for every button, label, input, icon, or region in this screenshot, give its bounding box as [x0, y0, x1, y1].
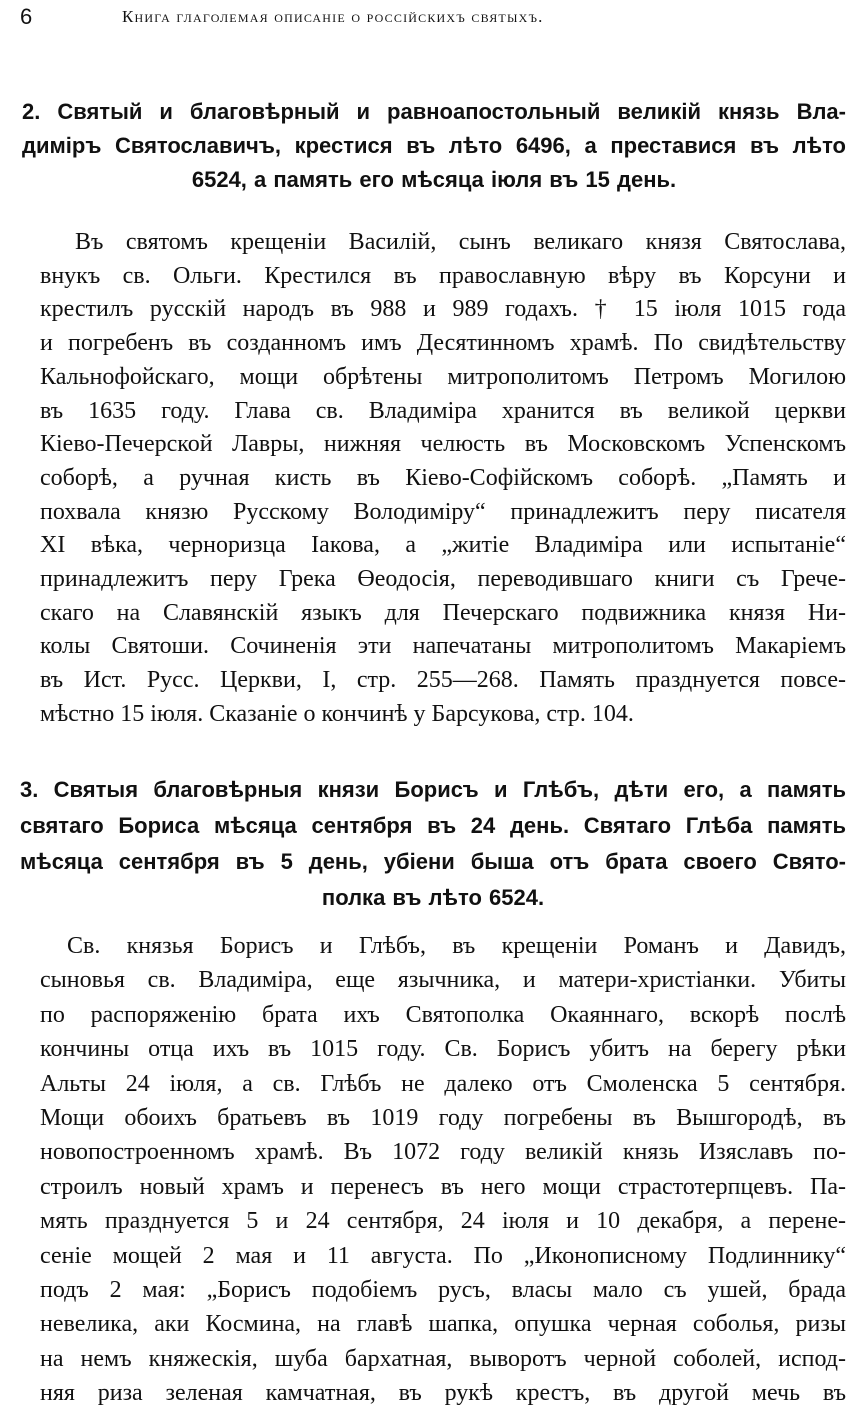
text-line: няя риза зеленая камчатная, въ рукѣ крестъ, въ другой мечь въ	[40, 1380, 846, 1407]
text-line: Кіево-Печерской Лавры, нижняя челюсть въ Московскомъ Успенскомъ	[40, 431, 846, 458]
text-line: принадлежитъ перу Грека Өеодосія, переводившаго книги съ Грече-	[40, 566, 846, 593]
text-line: Альты 24 іюля, а св. Глѣбъ не далеко отъ Смоленска 5 сентября.	[40, 1070, 846, 1097]
text-line: мѣстно 15 іюля. Сказаніе о кончинѣ у Барсукова, стр. 104.	[40, 700, 634, 727]
text-line: Кальнофойскаго, мощи обрѣтены митрополитомъ Петромъ Могилою	[40, 363, 846, 390]
text-line: сыновья св. Владиміра, еще язычника, и матери-христіанки. Убиты	[40, 967, 846, 994]
heading-line: святаго Бориса мѣсяца сентября въ 24 день. Святаго Глѣба память	[20, 813, 846, 838]
section-3-paragraph	[40, 929, 846, 1411]
text-line: соборѣ, а ручная кисть въ Кіево-Софійскомъ соборѣ. „Память и	[40, 464, 846, 491]
text-line: Мощи обоихъ братьевъ въ 1019 году погребены въ Вышгородѣ, въ	[40, 1105, 846, 1132]
text-line: мять празднуется 5 и 24 сентября, 24 іюля и 10 декабря, а перене-	[40, 1208, 846, 1235]
text-line: сеніе мощей 2 мая и 11 августа. По „Иконописному Подлиннику“	[40, 1242, 846, 1269]
text-line: крестилъ русскій народъ въ 988 и 989 годахъ. † 15 іюля 1015 года	[40, 296, 846, 323]
text-line: по распоряженію брата ихъ Святополка Окаяннаго, вскорѣ послѣ	[40, 1001, 846, 1028]
section-2-paragraph	[40, 226, 846, 732]
text-line: кончины отца ихъ въ 1015 году. Св. Борисъ убитъ на берегу рѣки	[40, 1036, 846, 1063]
text-line: строилъ новый храмъ и перенесъ въ него мощи страстотерпцевъ. Па-	[40, 1173, 846, 1200]
text-line: Въ святомъ крещеніи Василій, сынъ великаго князя Святослава,	[75, 229, 846, 255]
heading-line: 2. Святый и благовѣрный и равноапостольный великій князь Вла-	[22, 99, 846, 124]
text-line: подъ 2 мая: „Борисъ подобіемъ русъ, власы мало съ ушей, брада	[40, 1277, 846, 1304]
heading-line: 3. Святыя благовѣрныя князи Борисъ и Глѣбъ, дѣти его, а память	[20, 777, 846, 802]
text-line: Св. князья Борисъ и Глѣбъ, въ крещеніи Романъ и Давидъ,	[67, 933, 846, 959]
heading-line: полка въ лѣто 6524.	[321, 885, 545, 910]
section-3-heading	[20, 772, 846, 916]
text-line: скаго на Славянскій языкъ для Печерскаго подвижника князя Ни-	[40, 599, 846, 626]
text-line: невелика, аки Космина, на главѣ шапка, опушка черная соболья, ризы	[40, 1311, 846, 1338]
heading-line: диміръ Святославичъ, крестися въ лѣто 6496, а преставися въ лѣто	[22, 133, 846, 158]
running-title: Книга глаголемая описаніе о россійскихъ святыхъ.	[122, 7, 544, 26]
text-line: внукъ св. Ольги. Крестился въ православную вѣру въ Корсуни и	[40, 262, 846, 289]
text-line: колы Святоши. Сочиненія эти напечатаны митрополитомъ Макаріемъ	[40, 633, 846, 660]
section-2-heading	[22, 95, 846, 197]
heading-line: 6524, а память его мѣсяца іюля въ 15 день.	[191, 167, 677, 192]
heading-line: мѣсяца сентября въ 5 день, убіени быша отъ брата своего Свято-	[20, 849, 846, 874]
text-line: и погребенъ въ созданномъ имъ Десятинномъ храмѣ. По свидѣтельству	[40, 330, 846, 357]
text-line: XI вѣка, черноризца Іакова, а „житіе Владиміра или испытаніе“	[40, 532, 846, 559]
text-line: въ Ист. Русс. Церкви, I, стр. 255—268. Память празднуется повсе-	[40, 667, 846, 694]
text-line: похвала князю Русскому Володиміру“ принадлежитъ перу писателя	[40, 498, 846, 525]
text-line: новопостроенномъ храмѣ. Въ 1072 году великій князь Изяславъ по-	[40, 1139, 846, 1166]
text-line: на немъ княжескія, шуба бархатная, выворотъ черной соболей, испод-	[40, 1345, 846, 1372]
running-header	[20, 2, 840, 32]
text-line: въ 1635 году. Глава св. Владиміра хранится въ великой церкви	[40, 397, 846, 424]
page-number: 6	[20, 4, 33, 29]
